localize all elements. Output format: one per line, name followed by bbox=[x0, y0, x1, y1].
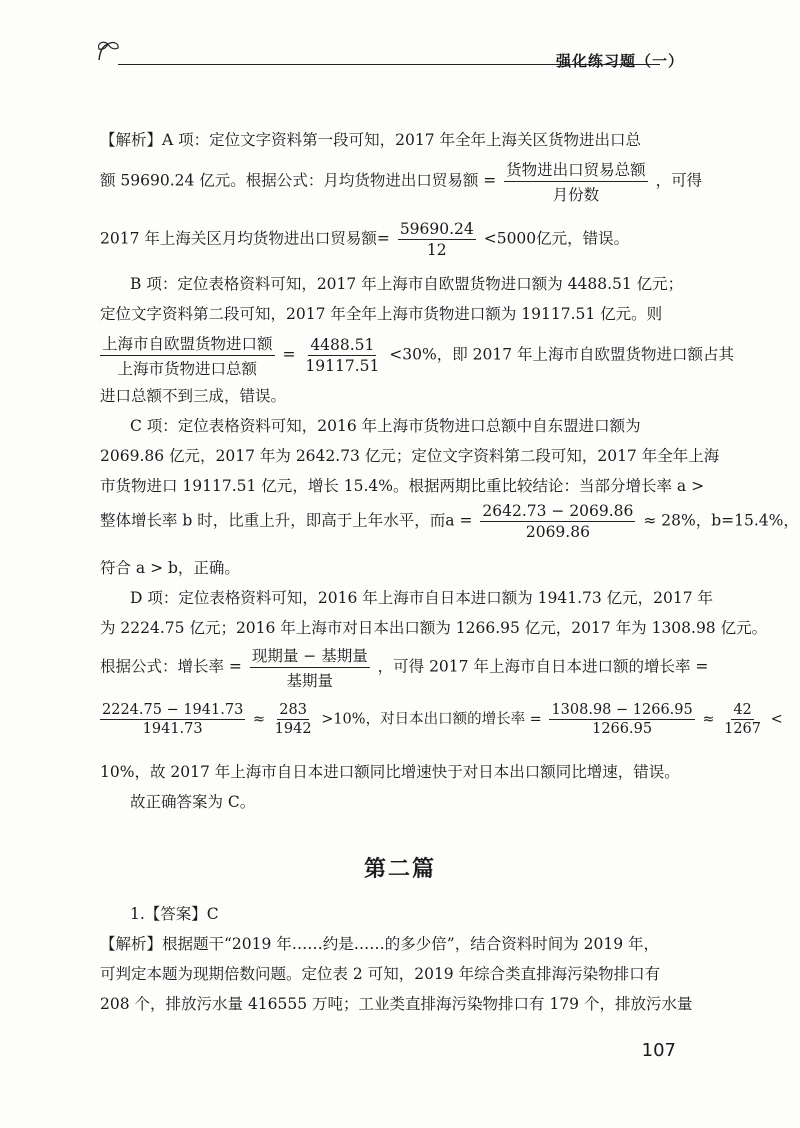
analysis-a-line-3 bbox=[100, 220, 629, 259]
analysis-b-line-2: 定位文字资料第二段可知，2017 年全年上海市货物进口额为 19117.51 亿元。则 bbox=[100, 305, 663, 323]
formula-fraction bbox=[273, 702, 314, 737]
denominator: 2069.86 bbox=[525, 523, 590, 541]
analysis-c-line-2: 2069.86 亿元，2017 年为 2642.73 亿元；定位文字资料第二段可知，2017 年全年上海 bbox=[100, 447, 720, 465]
denominator: 12 bbox=[426, 241, 447, 259]
formula-fraction bbox=[480, 502, 635, 541]
analysis-c-line-1: C 项：定位表格资料可知，2016 年上海市货物进口总额中自东盟进口额为 bbox=[130, 417, 641, 435]
text: 整体增长率 b 时，比重上升，即高于上年水平，而a = bbox=[100, 511, 473, 530]
section-title: 第二篇 bbox=[363, 856, 436, 882]
text: = bbox=[282, 345, 296, 364]
q1-analysis-line-1: 【解析】根据题干“2019 年……约是……的多少倍”，结合资料时间为 2019 年， bbox=[100, 935, 660, 953]
numerator: 货物进出口贸易总额 bbox=[504, 158, 648, 182]
denominator: 1941.73 bbox=[142, 721, 203, 737]
formula-fraction bbox=[100, 332, 275, 379]
numerator: 59690.24 bbox=[399, 220, 474, 238]
analysis-b-line-4: 进口总额不到三成，错误。 bbox=[100, 387, 287, 405]
numerator: 283 bbox=[279, 702, 307, 718]
formula-fraction bbox=[100, 702, 245, 737]
analysis-b-line-3 bbox=[100, 332, 734, 379]
analysis-d-line-2: 为 2224.75 亿元；2016 年上海市对日本出口额为 1266.95 亿元，2017 年为 1308.98 亿元。 bbox=[100, 619, 768, 637]
text: ≈ bbox=[252, 711, 266, 728]
text: 2017 年上海关区月均货物进出口贸易额= bbox=[100, 229, 390, 248]
formula-fraction bbox=[250, 644, 370, 691]
q1-analysis-line-2: 可判定本题为现期倍数问题。定位表 2 可知，2019 年综合类直排海污染物排口有 bbox=[100, 965, 661, 983]
denominator: 1267 bbox=[724, 721, 762, 737]
numerator: 上海市自欧盟货物进口额 bbox=[100, 332, 275, 356]
running-title: 强化练习题（一） bbox=[555, 52, 684, 70]
analysis-c-line-3: 市货物进口 19117.51 亿元，增长 15.4%。根据两期比重比较结论：当部分增长率 a > bbox=[100, 477, 705, 495]
analysis-b-line-1: B 项：定位表格资料可知，2017 年上海市自欧盟货物进口额为 4488.51 亿元； bbox=[130, 275, 684, 293]
denominator: 19117.51 bbox=[305, 357, 380, 375]
page-number: 107 bbox=[641, 1040, 676, 1061]
analysis-d-conclusion: 故正确答案为 C。 bbox=[130, 793, 256, 811]
text: 额 59690.24 亿元。根据公式：月均货物进出口贸易额 = bbox=[100, 171, 497, 190]
text: <5000亿元，错误。 bbox=[483, 229, 630, 248]
formula-fraction bbox=[504, 158, 648, 205]
analysis-d-line-4 bbox=[100, 702, 783, 737]
analysis-a-line-1: 【解析】A 项：定位文字资料第一段可知，2017 年全年上海关区货物进出口总 bbox=[100, 131, 641, 149]
text: ≈ 28%，b=15.4%， bbox=[643, 511, 799, 530]
numerator: 1308.98 − 1266.95 bbox=[551, 702, 693, 718]
numerator: 2642.73 − 2069.86 bbox=[482, 502, 634, 520]
denominator: 上海市货物进口总额 bbox=[117, 360, 258, 378]
text: ，可得 2017 年上海市自日本进口额的增长率 = bbox=[377, 657, 709, 676]
analysis-a-line-2 bbox=[100, 158, 702, 205]
analysis-c-line-4 bbox=[100, 502, 799, 541]
text: ，可得 bbox=[655, 171, 703, 190]
analysis-d-line-1: D 项：定位表格资料可知，2016 年上海市自日本进口额为 1941.73 亿元，2017 年 bbox=[130, 589, 714, 607]
leaf-icon bbox=[96, 40, 122, 62]
q1-analysis-line-3: 208 个，排放污水量 416555 万吨；工业类直排海污染物排口有 179 个，排放污水量 bbox=[100, 995, 693, 1013]
denominator: 1266.95 bbox=[592, 721, 653, 737]
text: >10%，对日本出口额的增长率 = bbox=[321, 711, 542, 728]
numerator: 42 bbox=[733, 702, 752, 718]
formula-fraction bbox=[549, 702, 694, 737]
q1-answer: 1.【答案】C bbox=[130, 905, 219, 923]
numerator: 现期量 − 基期量 bbox=[250, 644, 370, 668]
text: 根据公式：增长率 = bbox=[100, 657, 242, 676]
denominator: 基期量 bbox=[286, 672, 334, 690]
denominator: 月份数 bbox=[552, 186, 600, 204]
text: ≈ bbox=[702, 711, 715, 728]
text: < bbox=[770, 711, 783, 728]
numerator: 2224.75 − 1941.73 bbox=[102, 702, 244, 718]
numerator: 4488.51 bbox=[310, 336, 375, 354]
formula-fraction bbox=[398, 220, 476, 259]
analysis-c-line-5: 符合 a > b，正确。 bbox=[100, 559, 240, 577]
formula-fraction bbox=[303, 336, 381, 375]
analysis-d-line-5: 10%，故 2017 年上海市自日本进口额同比增速快于对日本出口额同比增速，错误。 bbox=[100, 763, 680, 781]
denominator: 1942 bbox=[274, 721, 312, 737]
formula-fraction bbox=[722, 702, 763, 737]
text: <30%，即 2017 年上海市自欧盟货物进口额占其 bbox=[389, 345, 735, 364]
analysis-d-line-3 bbox=[100, 644, 708, 691]
